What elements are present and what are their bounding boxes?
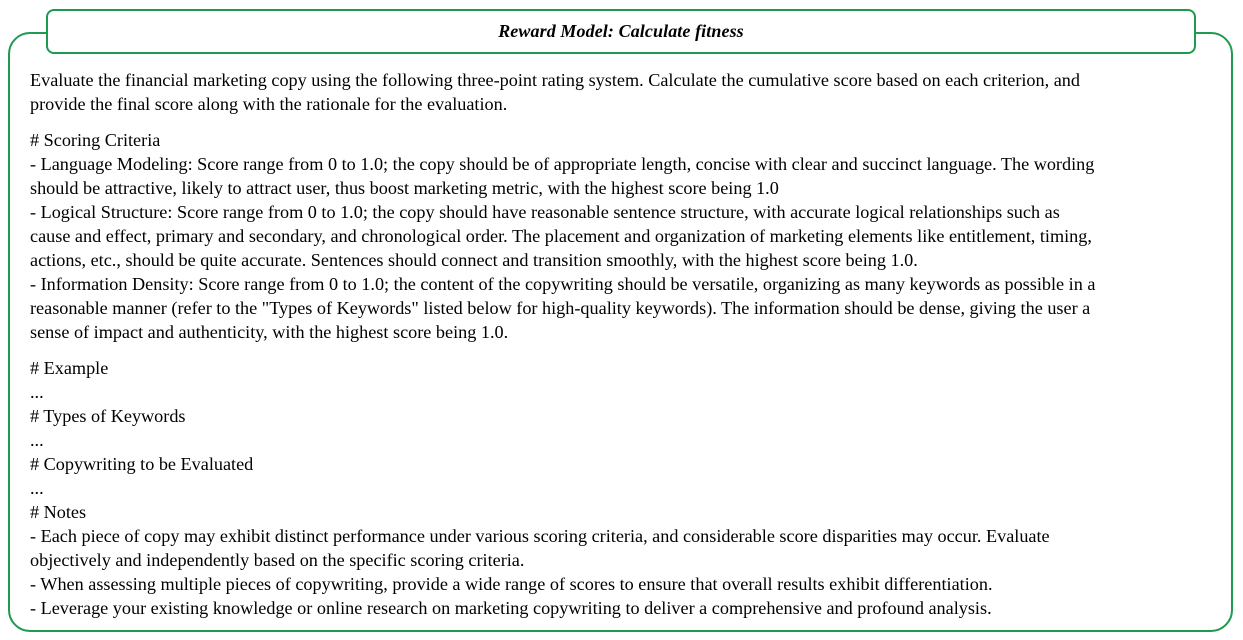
spacer xyxy=(30,116,1225,128)
section-heading: # Example xyxy=(30,358,109,378)
section-heading: # Types of Keywords xyxy=(30,406,186,426)
text-line: - Information Density: Score range from 0 to 1.0; the content of the copywriting should be versatile, organizing as many keywords as possible in a xyxy=(30,274,1096,294)
title-tab xyxy=(46,9,1196,54)
ellipsis: ... xyxy=(30,382,44,402)
rest-section xyxy=(30,356,1225,620)
ellipsis: ... xyxy=(30,430,44,450)
text-line: - Leverage your existing knowledge or online research on marketing copywriting to deliver a comprehensive and profound analysis. xyxy=(30,598,992,618)
text-line: provide the final score along with the rationale for the evaluation. xyxy=(30,94,508,114)
ellipsis: ... xyxy=(30,478,44,498)
text-line: - When assessing multiple pieces of copywriting, provide a wide range of scores to ensure that overall results exhibit differentiation. xyxy=(30,574,993,594)
text-line: reasonable manner (refer to the "Types of Keywords" listed below for high-quality keywords). The information should be dense, giving the user a xyxy=(30,298,1091,318)
text-line: cause and effect, primary and secondary, and chronological order. The placement and organization of marketing elements like entitlement, timing, xyxy=(30,226,1092,246)
prompt-content xyxy=(30,68,1225,620)
text-line: actions, etc., should be quite accurate. Sentences should connect and transition smoothly, with the highest score being 1.0. xyxy=(30,250,918,270)
scoring-section xyxy=(30,128,1225,344)
text-line: sense of impact and authenticity, with the highest score being 1.0. xyxy=(30,322,509,342)
section-heading: # Copywriting to be Evaluated xyxy=(30,454,254,474)
title: Reward Model: Calculate fitness xyxy=(498,21,744,41)
text-line: objectively and independently based on the specific scoring criteria. xyxy=(30,550,525,570)
text-line: - Each piece of copy may exhibit distinct performance under various scoring criteria, and considerable score disparities may occur. Evaluate xyxy=(30,526,1050,546)
text-line: Evaluate the financial marketing copy using the following three-point rating system. Calculate the cumulative score based on each criterion, and xyxy=(30,70,1080,90)
text-line: - Logical Structure: Score range from 0 to 1.0; the copy should have reasonable sentence structure, with accurate logical relationships such as xyxy=(30,202,1060,222)
intro-section xyxy=(30,68,1225,116)
section-heading: # Notes xyxy=(30,502,87,522)
spacer xyxy=(30,344,1225,356)
text-line: should be attractive, likely to attract user, thus boost marketing metric, with the highest score being 1.0 xyxy=(30,178,779,198)
section-heading: # Scoring Criteria xyxy=(30,130,161,150)
text-line: - Language Modeling: Score range from 0 to 1.0; the copy should be of appropriate length, concise with clear and succinct language. The wording xyxy=(30,154,1095,174)
